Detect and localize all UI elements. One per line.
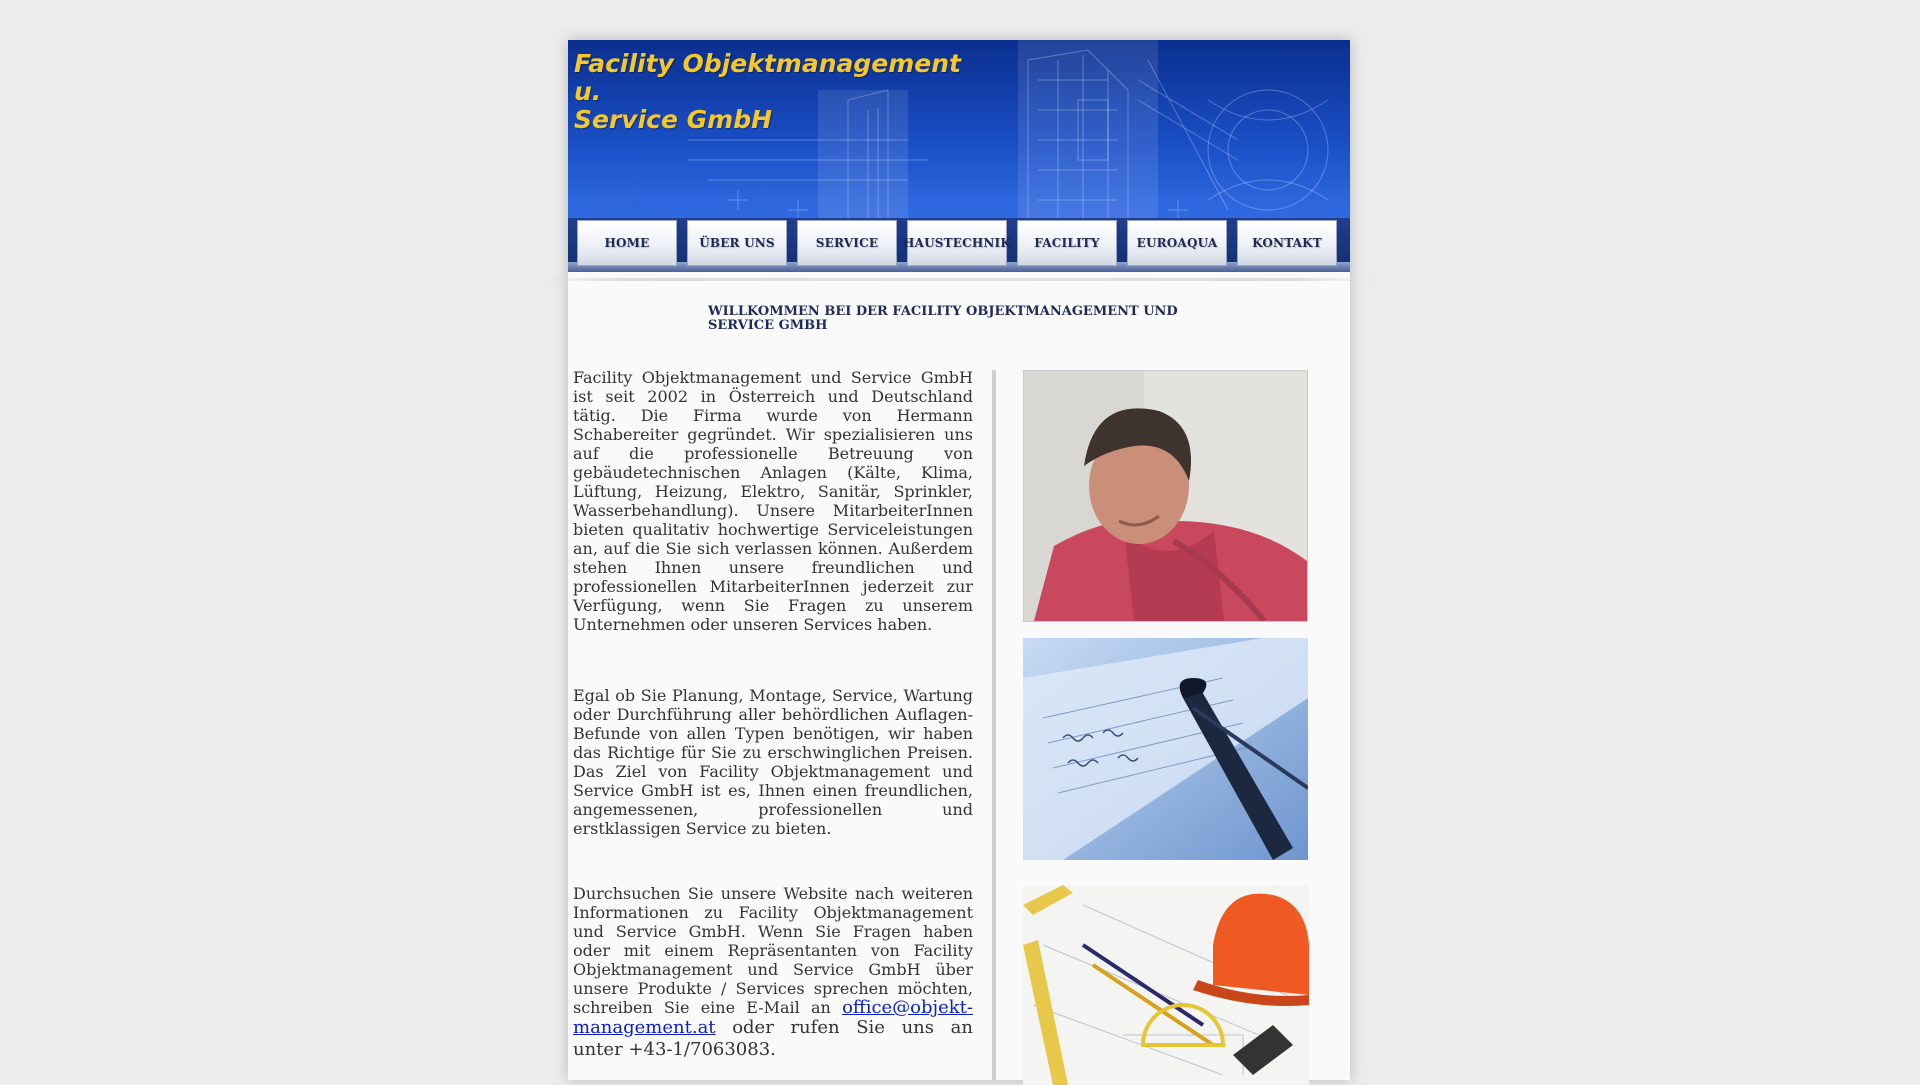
- nav-kontakt-button[interactable]: KONTAKT: [1237, 220, 1337, 266]
- email-link[interactable]: office@objekt-management.at: [573, 997, 973, 1038]
- construction-plans-and-helmet-photo: [1023, 885, 1309, 1085]
- nav-service-button[interactable]: SERVICE: [797, 220, 897, 266]
- construction-plans-image: [1023, 885, 1309, 1085]
- column-divider: [992, 370, 996, 1080]
- intro-paragraph: Facility Objektmanagement und Service GmbH ist seit 2002 in Österreich und Deutschland tätig. Die Firma wurde von Hermann Schabereiter gegründet. Wir spezialisieren uns auf die professionelle Betreuung von gebäudetechnischen Anlagen (Kälte, Klima, Lüftung, Heizung, Elektro, Sanitär, Sprinkler, Wasserbehandlung). Unsere MitarbeiterInnen bieten qualitativ hochwertige Serviceleistungen an, auf die Sie sich verlassen können. Außerdem stehen Ihnen unsere freundlichen und professionellen MitarbeiterInnen jederzeit zur Verfügung, wenn Sie Fragen zu unserem Unternehmen oder unseren Services haben.: [573, 368, 973, 634]
- contact-text-mid: oder rufen Sie uns an unter: [573, 1017, 973, 1060]
- nav-ueber-uns-button[interactable]: ÜBER UNS: [687, 220, 787, 266]
- notebook-and-pen-photo: [1023, 638, 1308, 860]
- notebook-image: [1023, 638, 1308, 860]
- nav-home-button[interactable]: HOME: [577, 220, 677, 266]
- main-navigation: [577, 220, 1337, 266]
- nav-haustechnik-button[interactable]: HAUSTECHNIK: [907, 220, 1007, 266]
- phone-number: +43-1/7063083.: [628, 1039, 776, 1060]
- nav-euroaqua-button[interactable]: EUROAQUA: [1127, 220, 1227, 266]
- header-divider: [538, 278, 1380, 281]
- site-title: [574, 50, 994, 134]
- man-at-desk-image: [1024, 371, 1307, 621]
- man-at-desk-photo: [1023, 370, 1308, 622]
- site-title-line2: Service GmbH: [574, 105, 773, 134]
- contact-paragraph: [573, 884, 973, 1061]
- contact-text-start: Durchsuchen Sie unsere Website nach weiteren Informationen zu Facility Objektmanagement und Service GmbH. Wenn Sie Fragen haben oder mit einem Repräsentanten von Facility Objektmanagement und Service GmbH über unsere Produkte / Services sprechen möchten, schreiben Sie eine E-Mail an: [573, 884, 973, 1017]
- site-title-line1: Facility Objektmanagement u.: [574, 49, 961, 106]
- header-banner: [568, 40, 1350, 272]
- welcome-heading: WILLKOMMEN BEI DER FACILITY OBJEKTMANAGEMENT UND SERVICE GMBH: [708, 304, 1178, 333]
- page-container: [568, 40, 1350, 1080]
- services-paragraph: Egal ob Sie Planung, Montage, Service, Wartung oder Durchführung aller behördlichen Auflagen-Befunde von allen Typen benötigen, wir haben das Richtige für Sie zu erschwinglichen Preisen. Das Ziel von Facility Objektmanagement und Service GmbH ist es, Ihnen einen freundlichen, angemessenen, professionellen und erstklassigen Service zu bieten.: [573, 686, 973, 838]
- nav-facility-button[interactable]: FACILITY: [1017, 220, 1117, 266]
